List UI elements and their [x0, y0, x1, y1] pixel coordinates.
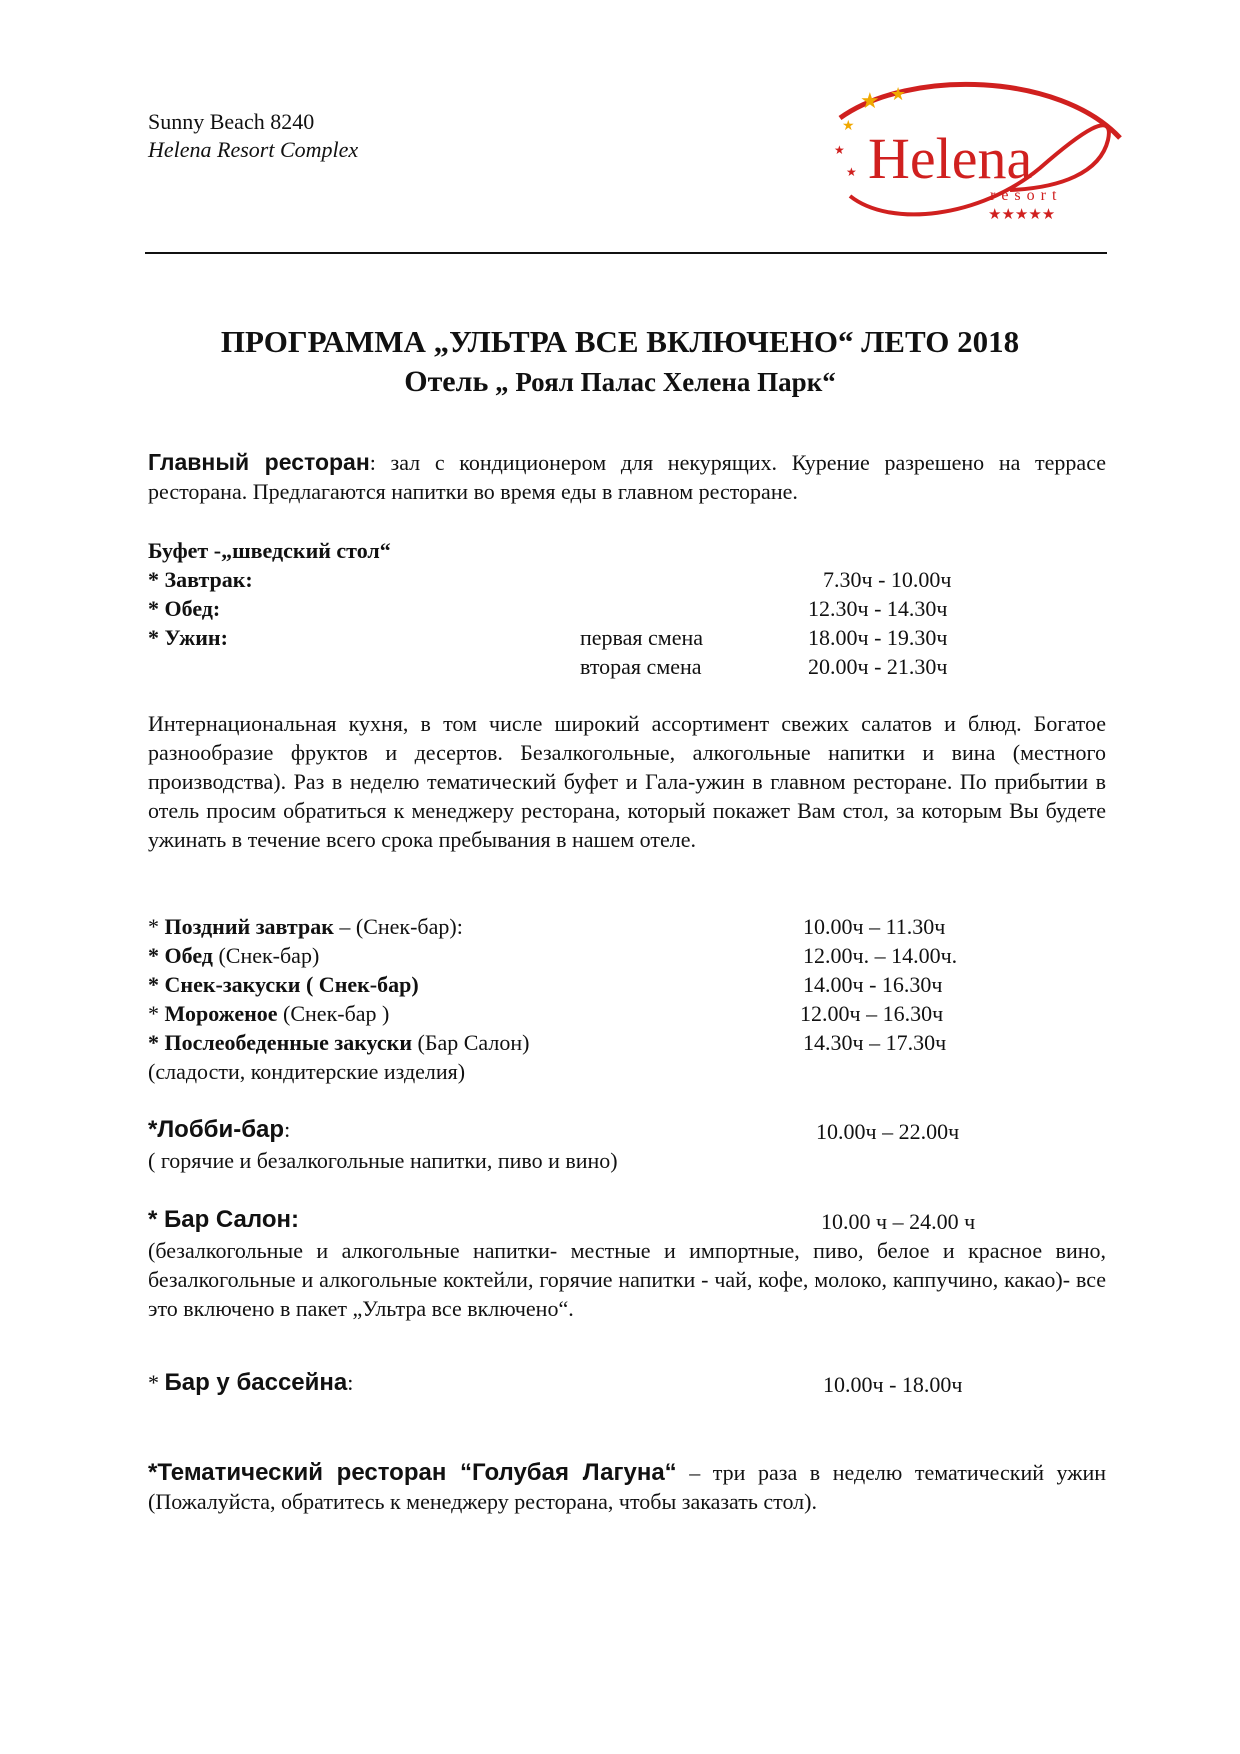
subtitle-hotel-name: „ Роял Палас Хелена Парк“ — [488, 367, 836, 397]
logo-star-icon: ★ — [860, 88, 880, 113]
themed-restaurant-label: *Тематический ресторан “Голубая Лагуна“ — [148, 1459, 677, 1486]
lunch-label: * Обед: — [148, 596, 221, 621]
dinner-label: * Ужин: — [148, 625, 228, 650]
afternoon-snacks-row — [148, 1028, 529, 1057]
themed-restaurant-paragraph — [148, 1458, 1106, 1516]
bar-salon-label: * Бар Салон: — [148, 1206, 299, 1233]
logo-rating: ★★★★★ — [988, 207, 1056, 223]
late-breakfast-place: – (Снек-бар): — [333, 914, 463, 939]
page-subtitle — [0, 365, 1240, 399]
late-breakfast-row — [148, 912, 463, 941]
lobby-bar-row — [148, 1115, 290, 1144]
dinner-shift-2: вторая смена — [580, 654, 702, 679]
lobby-bar-label: *Лобби-бар — [148, 1116, 285, 1143]
pool-bar-colon: : — [347, 1370, 354, 1395]
themed-restaurant-text: – три раза в неделю тематический ужин (Пожалуйста, обратитесь к менеджеру ресторана, чтобы заказать стол). — [148, 1460, 1106, 1514]
late-breakfast-star: * — [148, 914, 165, 939]
pool-bar-label: Бар у бассейна — [164, 1369, 348, 1396]
pool-bar-time: 10.00ч - 18.00ч — [823, 1372, 963, 1397]
ice-cream-star: * — [148, 1001, 165, 1026]
breakfast-time: 7.30ч - 10.00ч — [823, 567, 952, 592]
header-complex: Helena Resort Complex — [148, 137, 359, 162]
logo-star-icon: ★ — [890, 84, 907, 104]
logo-sub: resort — [990, 187, 1063, 204]
lobby-bar-note: ( горячие и безалкогольные напитки, пиво и вино) — [148, 1148, 618, 1173]
snack-lunch-place: (Снек-бар) — [212, 943, 320, 968]
header-divider — [145, 252, 1107, 254]
snacks-label: * Снек-закуски ( Снек-бар) — [148, 972, 419, 997]
main-restaurant-paragraph — [148, 448, 1106, 506]
lobby-bar-time: 10.00ч – 22.00ч — [816, 1119, 960, 1144]
buffet-heading: Буфет -„шведский стол“ — [148, 538, 391, 563]
pool-bar-row — [148, 1368, 353, 1397]
main-restaurant-label: Главный ресторан — [148, 449, 370, 475]
cuisine-paragraph: Интернациональная кухня, в том числе широкий ассортимент свежих салатов и блюд. Богатое разнообразие фруктов и десертов. Безалкогольные, алкогольные напитки и вина (местного производства). Раз в неделю тематический буфет и Гала-ужин в главном ресторане. По прибытии в отель просим обратиться к менеджеру ресторана, который покажет Вам стол, за которым Вы будете ужинать в течение всего срока пребывания в нашем отеле. — [148, 711, 1106, 852]
afternoon-snacks-note: (сладости, кондитерские изделия) — [148, 1059, 466, 1084]
snack-lunch-label: * Обед — [148, 943, 213, 968]
afternoon-snacks-place: (Бар Салон) — [412, 1030, 530, 1055]
logo-brand: Helena — [868, 126, 1033, 191]
afternoon-snacks-time: 14.30ч – 17.30ч — [803, 1030, 947, 1055]
ice-cream-time: 12.00ч – 16.30ч — [800, 1001, 944, 1026]
breakfast-label: * Завтрак: — [148, 567, 253, 592]
helena-resort-logo — [830, 78, 1130, 228]
ice-cream-place: (Снек-бар ) — [277, 1001, 390, 1026]
afternoon-snacks-label: * Послеобеденные закуски — [148, 1030, 412, 1055]
ice-cream-row — [148, 999, 389, 1028]
bar-salon-time: 10.00 ч – 24.00 ч — [821, 1209, 976, 1234]
subtitle-prefix: Отель — [404, 365, 489, 398]
snack-lunch-row — [148, 941, 319, 970]
main-restaurant-text: : зал с кондиционером для некурящих. Курение разрешено на террасе ресторана. Предлагаются напитки во время еды в главном ресторане. — [148, 450, 1106, 504]
page-title: ПРОГРАММА „УЛЬТРА ВСЕ ВКЛЮЧЕНО“ ЛЕТО 2018 — [220, 324, 1020, 359]
snacks-time: 14.00ч - 16.30ч — [803, 972, 943, 997]
ice-cream-label: Мороженое — [164, 1001, 278, 1026]
snack-lunch-time: 12.00ч. – 14.00ч. — [803, 943, 958, 968]
header-address: Sunny Beach 8240 — [148, 109, 315, 134]
dinner-time-2: 20.00ч - 21.30ч — [808, 654, 948, 679]
pool-bar-star: * — [148, 1370, 165, 1395]
lunch-time: 12.30ч - 14.30ч — [808, 596, 948, 621]
lobby-bar-colon: : — [284, 1117, 291, 1142]
dinner-shift-1: первая смена — [580, 625, 704, 650]
logo-star-icon: ★ — [842, 119, 855, 134]
logo-star-icon: ★ — [834, 143, 845, 157]
logo-star-icon: ★ — [846, 165, 857, 179]
late-breakfast-time: 10.00ч – 11.30ч — [803, 914, 946, 939]
dinner-time-1: 18.00ч - 19.30ч — [808, 625, 948, 650]
late-breakfast-label: Поздний завтрак — [164, 914, 334, 939]
bar-salon-description: (безалкогольные и алкогольные напитки- местные и импортные, пиво, белое и красное вино, безалкогольные и алкогольные коктейли, горячие напитки - чай, кофе, молоко, каппучино, какао)- все это включено в пакет „Ультра все включено“. — [148, 1238, 1106, 1321]
